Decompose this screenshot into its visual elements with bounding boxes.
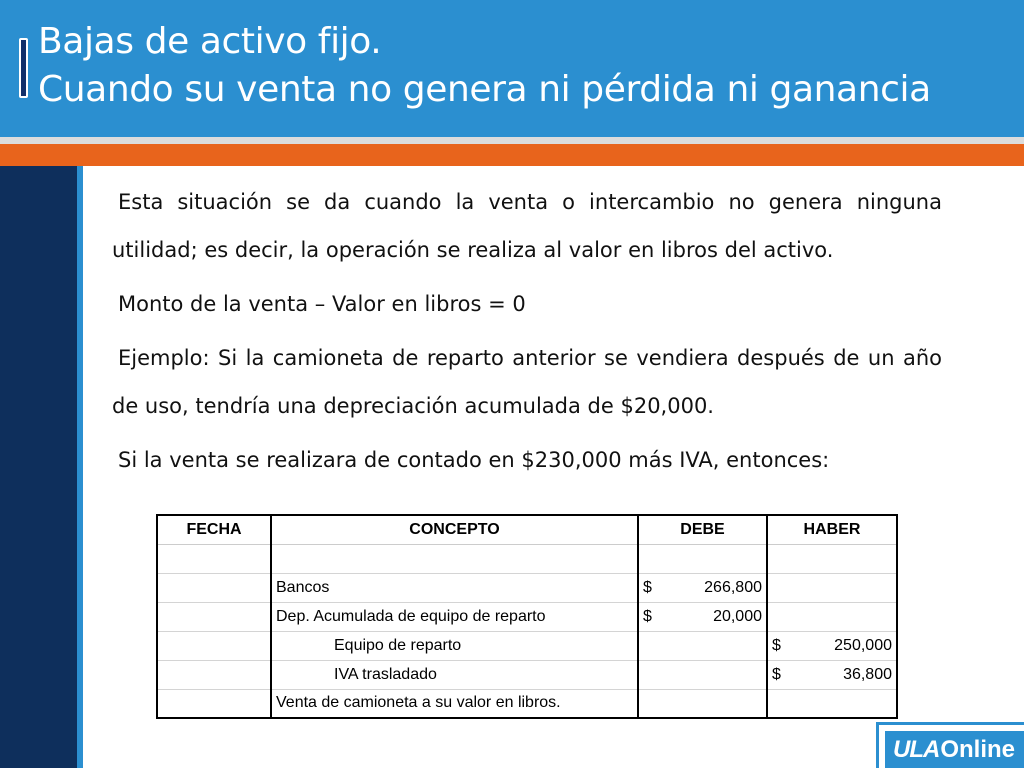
logo-ula-text: ULA (893, 735, 940, 763)
cell-fecha (157, 573, 271, 602)
cell-fecha (157, 689, 271, 718)
cell-haber (767, 631, 897, 660)
cell-haber (767, 689, 897, 718)
cell-fecha (157, 660, 271, 689)
cell-haber (767, 602, 897, 631)
cell-concepto: Dep. Acumulada de equipo de reparto (271, 602, 638, 631)
table-row (157, 544, 897, 573)
cell-debe (638, 573, 767, 602)
logo-online-text: Online (940, 735, 1015, 763)
header-fecha: FECHA (157, 515, 271, 544)
table-row (157, 631, 897, 660)
cell-debe (638, 544, 767, 573)
header-accent-bar (19, 38, 28, 98)
body-paragraph-sale: Si la venta se realizara de contado en $230,000 más IVA, entonces: (118, 448, 830, 472)
table-row (157, 660, 897, 689)
debe-sign: $ (643, 607, 652, 625)
header-concepto: CONCEPTO (271, 515, 638, 544)
cell-concepto: Bancos (271, 573, 638, 602)
cell-debe (638, 602, 767, 631)
body-formula: Monto de la venta – Valor en libros = 0 (118, 292, 526, 316)
cell-debe (638, 689, 767, 718)
cell-concepto: IVA trasladado (271, 660, 638, 689)
haber-amount: 250,000 (834, 636, 892, 654)
header-haber: HABER (767, 515, 897, 544)
cell-concepto: Equipo de reparto (271, 631, 638, 660)
slide-header (0, 0, 1024, 137)
haber-sign: $ (772, 636, 781, 654)
cell-haber (767, 660, 897, 689)
header-gray-band (0, 137, 1024, 144)
cell-fecha (157, 544, 271, 573)
header-debe: DEBE (638, 515, 767, 544)
haber-amount: 36,800 (843, 665, 892, 683)
slide-title (38, 18, 1008, 114)
left-sidebar-line (77, 166, 83, 768)
cell-haber (767, 544, 897, 573)
cell-concepto: Venta de camioneta a su valor en libros. (271, 689, 638, 718)
cell-debe (638, 660, 767, 689)
table-header-row (157, 515, 897, 544)
slide-body (112, 178, 942, 484)
table-row (157, 689, 897, 718)
left-sidebar-bar (0, 166, 77, 768)
journal-entry-table (156, 514, 898, 719)
slide-title-line-1: Bajas de activo fijo. (38, 21, 382, 62)
cell-fecha (157, 602, 271, 631)
cell-concepto (271, 544, 638, 573)
header-orange-band (0, 144, 1024, 166)
haber-sign: $ (772, 665, 781, 683)
table-row (157, 602, 897, 631)
cell-debe (638, 631, 767, 660)
debe-amount: 20,000 (713, 607, 762, 625)
body-paragraph-example: Ejemplo: Si la camioneta de reparto anterior se vendiera después de un año de uso, tendría una depreciación acumulada de $20,000. (112, 346, 942, 418)
cell-fecha (157, 631, 271, 660)
cell-haber (767, 573, 897, 602)
logo-badge (885, 731, 1024, 768)
debe-sign: $ (643, 578, 652, 596)
debe-amount: 266,800 (704, 578, 762, 596)
table-row (157, 573, 897, 602)
slide-title-line-2: Cuando su venta no genera ni pérdida ni ganancia (38, 69, 931, 110)
ula-online-logo (876, 722, 1024, 768)
body-paragraph-1: Esta situación se da cuando la venta o intercambio no genera ninguna utilidad; es decir, la operación se realiza al valor en libros del activo. (112, 190, 942, 262)
